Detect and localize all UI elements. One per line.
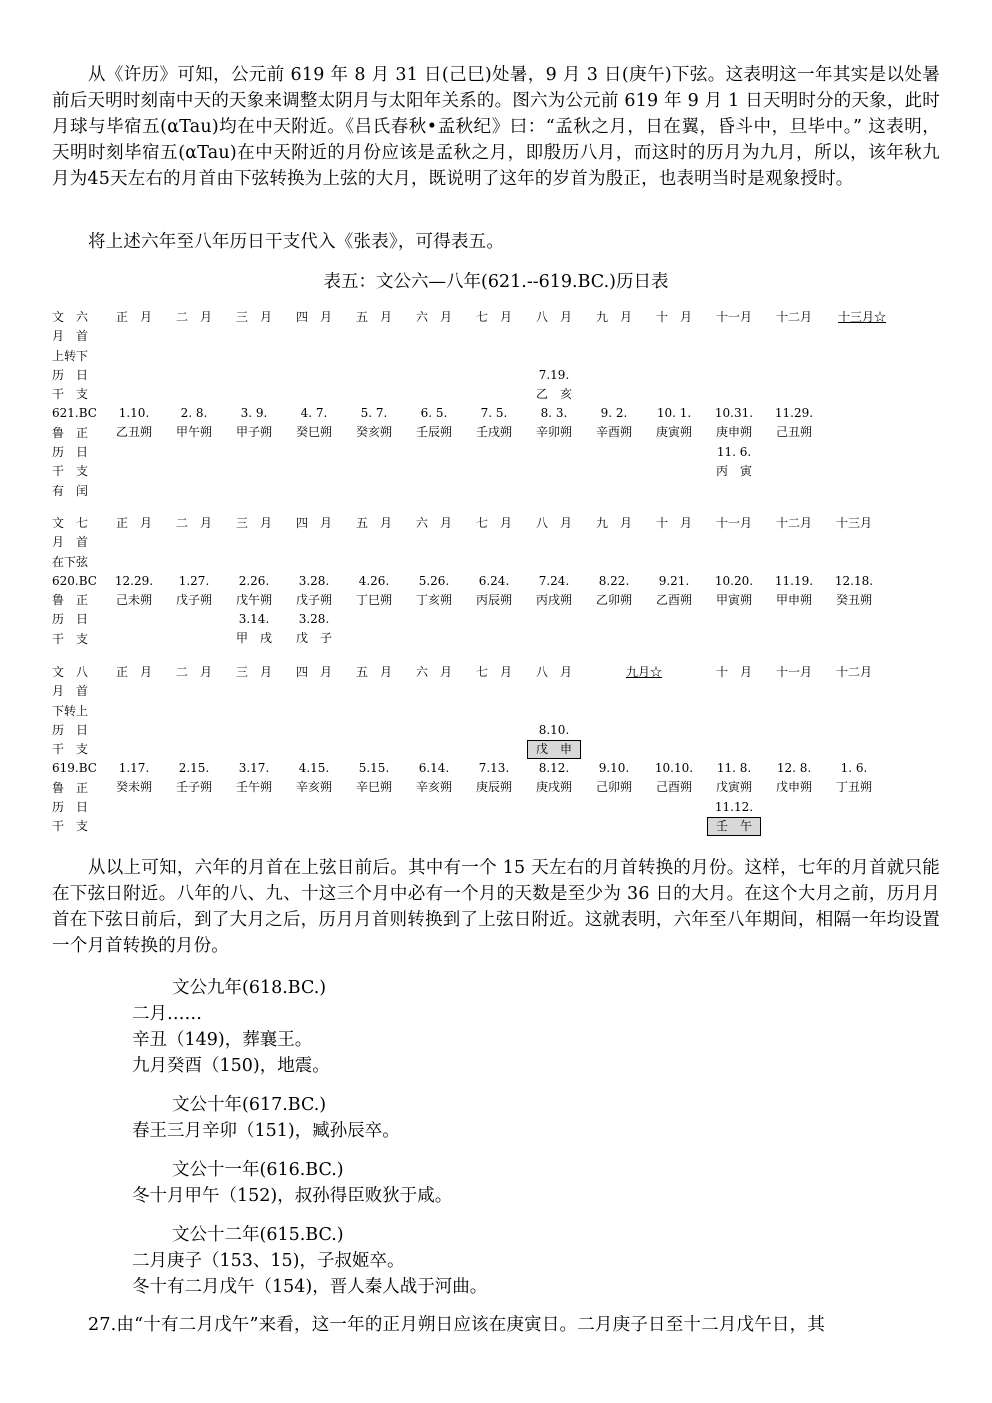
ganzhi-cell: 乙卯朔 [595, 593, 632, 607]
paragraph-3: 从以上可知，六年的月首在上弦日前后。其中有一个 15 天左右的月首转换的月份。这样，七年的月首就只能在下弦日附近。八年的八、九、十这三个月中必有一个月的天数是至少为 36 日的大月。在这个大月之前，历月月首在下弦日前后，到了大月之后，历月月首则转换到了上弦日附近。这就表明，六年至八年期间，相隔一年均设置一个月首转换的月份。 [52, 858, 940, 956]
ganzhi-cell: 癸亥朔 [355, 425, 392, 439]
date-cell: 6.24. [478, 574, 510, 588]
extra-date-619: 8.10. [538, 723, 570, 737]
ganzhi-cell: 癸未朔 [115, 780, 152, 794]
month-cell: 十一月 [775, 665, 812, 679]
sub-ganzhi-619-wrap [706, 817, 762, 836]
record-618-line2: 辛丑（149)，葬襄王。 [132, 1030, 313, 1050]
record-618-heading: 文公九年(618.BC.) [172, 978, 327, 998]
paragraph-1: 从《许历》可知，公元前 619 年 8 月 31 日(己巳)处暑，9 月 3 日(庚午)下弦。这表明这一年其实是以处暑前后天明时刻南中天的天象来调整太阴月与太阳年关系的。图六为公元前 619 年 9 月 1 日天明时分的天象，此时月球与毕宿五(αTau)均在中天附近。《吕氏春秋•孟秋纪》曰：“孟秋之月，日在翼，昏斗中，旦毕中。” 这表明，天明时刻毕宿五(αTau)在中天附近的月份应该是孟秋之月，即殷历八月，而这时的历月为九月，所以，该年秋九月为45天左右的月首由下弦转换为上弦的大月，既说明了这年的岁首为殷正，也表明当时是观象授时。 [52, 65, 940, 189]
row-label-621: 文 六 月 首 上转下 历 日 干 支 621.BC 鲁 正 历 日 干 支 有 闰 [52, 310, 97, 498]
table-title: 表五：文公六—八年(621.--619.BC.)历日表 [323, 272, 669, 292]
sub1-date-620: 3.14. [238, 612, 270, 626]
sub2-ganzhi-620: 戊 子 [295, 631, 332, 645]
date-cell: 1.10. [118, 406, 150, 420]
month-cell: 六 月 [415, 310, 452, 324]
ganzhi-cell: 戊午朔 [235, 593, 272, 607]
month-cell: 七 月 [475, 516, 512, 530]
month-cell: 九月☆ [625, 665, 662, 679]
ganzhi-cell: 甲午朔 [175, 425, 212, 439]
month-cell: 七 月 [475, 665, 512, 679]
date-cell: 5.26. [418, 574, 450, 588]
date-cell: 11. 8. [716, 761, 752, 775]
ganzhi-cell: 丙戌朔 [535, 593, 572, 607]
sub-date-621: 11. 6. [716, 445, 752, 459]
paragraph-2: 将上述六年至八年历日干支代入《张表》，可得表五。 [88, 232, 505, 252]
date-cell: 7.13. [478, 761, 510, 775]
month-cell: 四 月 [295, 310, 332, 324]
ganzhi-cell: 庚申朔 [715, 425, 752, 439]
date-cell: 4. 7. [300, 406, 328, 420]
ganzhi-cell: 甲申朔 [775, 593, 812, 607]
date-cell: 9. 2. [600, 406, 628, 420]
ganzhi-cell: 壬辰朔 [415, 425, 452, 439]
month-cell: 五 月 [355, 516, 392, 530]
month-cell: 三 月 [235, 665, 272, 679]
month-cell: 十 月 [655, 516, 692, 530]
sub2-date-620: 3.28. [298, 612, 330, 626]
month-cell: 八 月 [535, 516, 572, 530]
ganzhi-cell: 庚戌朔 [535, 780, 572, 794]
ganzhi-cell: 辛酉朔 [595, 425, 632, 439]
ganzhi-cell: 乙酉朔 [655, 593, 692, 607]
date-cell: 8. 3. [540, 406, 568, 420]
sub-date-619: 11.12. [714, 800, 754, 814]
date-cell: 2.15. [178, 761, 210, 775]
date-cell: 9.10. [598, 761, 630, 775]
date-cell: 12. 8. [776, 761, 812, 775]
record-616-heading: 文公十一年(616.BC.) [172, 1160, 344, 1180]
ganzhi-cell: 辛卯朔 [535, 425, 572, 439]
date-cell: 4.26. [358, 574, 390, 588]
month-cell: 二 月 [175, 516, 212, 530]
ganzhi-cell: 甲子朔 [235, 425, 272, 439]
month-cell: 正 月 [115, 516, 152, 530]
date-cell: 12.18. [834, 574, 874, 588]
record-615-line1: 二月庚子（153、15)，子叔姬卒。 [132, 1251, 405, 1271]
month-cell: 二 月 [175, 665, 212, 679]
date-cell: 12.29. [114, 574, 154, 588]
ganzhi-cell: 丁丑朔 [835, 780, 872, 794]
month-cell: 十三月 [835, 516, 872, 530]
ganzhi-cell: 丁巳朔 [355, 593, 392, 607]
date-cell: 3. 9. [240, 406, 268, 420]
ganzhi-cell: 戊子朔 [295, 593, 332, 607]
date-cell: 7. 5. [480, 406, 508, 420]
month-cell: 八 月 [535, 665, 572, 679]
date-cell: 1. 6. [840, 761, 868, 775]
date-cell: 11.29. [774, 406, 814, 420]
ganzhi-cell: 戊子朔 [175, 593, 212, 607]
row-label-619: 文 八 月 首 下转上 历 日 干 支 619.BC 鲁 正 历 日 干 支 [52, 665, 97, 834]
month-cell: 十 月 [655, 310, 692, 324]
month-cell: 正 月 [115, 665, 152, 679]
record-616-line1: 冬十月甲午（152)，叔孙得臣败狄于咸。 [132, 1186, 453, 1206]
sub1-ganzhi-620: 甲 戌 [235, 631, 272, 645]
date-cell: 10.31. [714, 406, 754, 420]
ganzhi-cell: 辛亥朔 [415, 780, 452, 794]
date-cell: 8.12. [538, 761, 570, 775]
record-618-line1: 二月…… [132, 1004, 202, 1024]
date-cell: 10.10. [654, 761, 694, 775]
month-cell: 七 月 [475, 310, 512, 324]
month-cell: 四 月 [295, 665, 332, 679]
month-cell: 三 月 [235, 310, 272, 324]
month-cell: 八 月 [535, 310, 572, 324]
date-cell: 4.15. [298, 761, 330, 775]
record-615-line2: 冬十有二月戊午（154)，晋人秦人战于河曲。 [132, 1277, 488, 1297]
month-cell: 正 月 [115, 310, 152, 324]
ganzhi-cell: 辛巳朔 [355, 780, 392, 794]
month-cell: 二 月 [175, 310, 212, 324]
row-label-620: 文 七 月 首 在下弦 620.BC 鲁 正 历 日 干 支 [52, 516, 97, 646]
month-cell: 六 月 [415, 665, 452, 679]
month-cell: 十一月 [715, 310, 752, 324]
ganzhi-cell: 壬戌朔 [475, 425, 512, 439]
ganzhi-cell: 庚辰朔 [475, 780, 512, 794]
record-618-line3: 九月癸酉（150)，地震。 [132, 1056, 330, 1076]
date-cell: 7.24. [538, 574, 570, 588]
date-cell: 3.17. [238, 761, 270, 775]
ganzhi-cell: 己未朔 [115, 593, 152, 607]
extra-date-621: 7.19. [538, 368, 570, 382]
record-617-heading: 文公十年(617.BC.) [172, 1095, 327, 1115]
ganzhi-cell: 己卯朔 [595, 780, 632, 794]
month-cell: 九 月 [595, 516, 632, 530]
date-cell: 6. 5. [420, 406, 448, 420]
date-cell: 6.14. [418, 761, 450, 775]
ganzhi-cell: 戊申朔 [775, 780, 812, 794]
record-615-heading: 文公十二年(615.BC.) [172, 1225, 344, 1245]
ganzhi-cell: 壬午朔 [235, 780, 272, 794]
ganzhi-cell: 丁亥朔 [415, 593, 452, 607]
month-cell: 三 月 [235, 516, 272, 530]
paragraph-last: 27.由“十有二月戊午”来看，这一年的正月朔日应该在庚寅日。二月庚子日至十二月戊午日，其 [88, 1315, 826, 1335]
sub-ganzhi-619: 壬 午 [707, 817, 761, 836]
ganzhi-cell: 甲寅朔 [715, 593, 752, 607]
extra-ganzhi-619-wrap [526, 740, 582, 759]
ganzhi-cell: 乙丑朔 [115, 425, 152, 439]
ganzhi-cell: 己丑朔 [775, 425, 812, 439]
date-cell: 2.26. [238, 574, 270, 588]
date-cell: 5.15. [358, 761, 390, 775]
date-cell: 11.19. [774, 574, 814, 588]
month-cell: 五 月 [355, 665, 392, 679]
date-cell: 2. 8. [180, 406, 208, 420]
extra-ganzhi-619: 戊 申 [527, 740, 581, 759]
ganzhi-cell: 癸丑朔 [835, 593, 872, 607]
month-cell: 十 月 [715, 665, 752, 679]
date-cell: 10. 1. [656, 406, 692, 420]
month-cell: 十一月 [715, 516, 752, 530]
date-cell: 1.17. [118, 761, 150, 775]
extra-ganzhi-621: 乙 亥 [535, 387, 572, 401]
month-cell: 五 月 [355, 310, 392, 324]
ganzhi-cell: 丙辰朔 [475, 593, 512, 607]
sub-ganzhi-621: 丙 寅 [715, 464, 752, 478]
ganzhi-cell: 辛亥朔 [295, 780, 332, 794]
date-cell: 1.27. [178, 574, 210, 588]
ganzhi-cell: 戊寅朔 [715, 780, 752, 794]
month-cell: 十三月☆ [837, 310, 886, 324]
month-cell: 六 月 [415, 516, 452, 530]
ganzhi-cell: 壬子朔 [175, 780, 212, 794]
ganzhi-cell: 庚寅朔 [655, 425, 692, 439]
record-617-line1: 春王三月辛卯（151)，臧孙辰卒。 [132, 1121, 400, 1141]
date-cell: 5. 7. [360, 406, 388, 420]
date-cell: 3.28. [298, 574, 330, 588]
month-cell: 九 月 [595, 310, 632, 324]
date-cell: 10.20. [714, 574, 754, 588]
date-cell: 8.22. [598, 574, 630, 588]
ganzhi-cell: 己酉朔 [655, 780, 692, 794]
ganzhi-cell: 癸巳朔 [295, 425, 332, 439]
date-cell: 9.21. [658, 574, 690, 588]
month-cell: 十二月 [775, 516, 812, 530]
month-cell: 四 月 [295, 516, 332, 530]
month-cell: 十二月 [835, 665, 872, 679]
month-cell: 十二月 [775, 310, 812, 324]
